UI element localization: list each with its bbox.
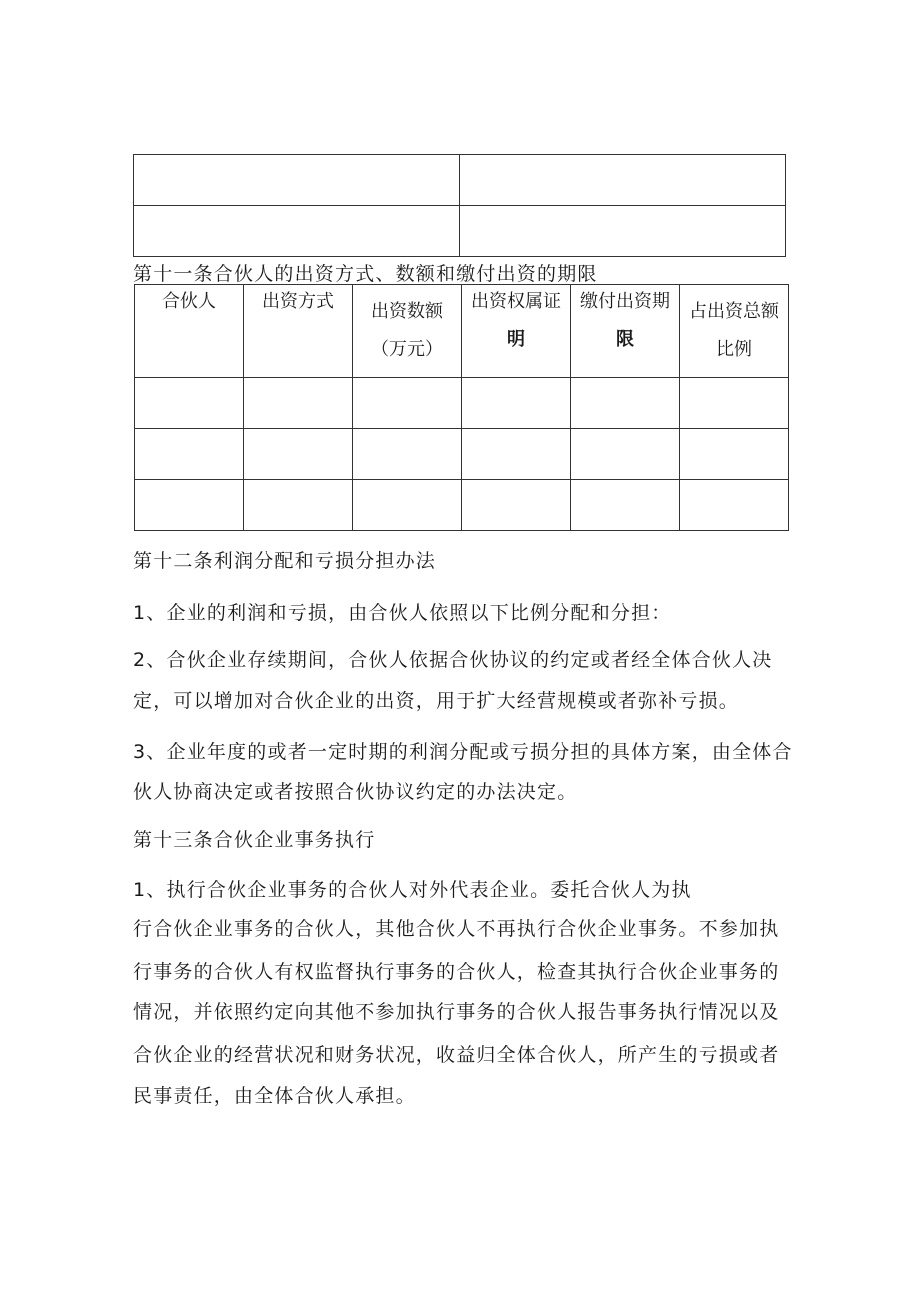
article-12-item-1: 1、企业的利润和亏损，由合伙人依照以下比例分配和分担： <box>133 602 672 624</box>
article-12-item-3: 3、企业年度的或者一定时期的利润分配或亏损分担的具体方案，由全体合 <box>133 741 793 763</box>
header-proof-line1: 出资权属证 <box>471 291 561 312</box>
contribution-table <box>134 284 789 531</box>
table-cell <box>462 480 571 531</box>
table-cell <box>135 378 244 429</box>
article-13-line-1: 1、执行合伙企业事务的合伙人对外代表企业。委托合伙人为执 <box>133 879 692 901</box>
table-cell <box>680 429 789 480</box>
table-cell <box>135 429 244 480</box>
article-13-line-6: 民事责任，由全体合伙人承担。 <box>133 1085 416 1107</box>
table-cell <box>462 429 571 480</box>
header-method <box>244 285 353 378</box>
table-header-row <box>135 285 789 378</box>
table-cell <box>680 480 789 531</box>
header-ratio <box>680 285 789 378</box>
table-row <box>135 429 789 480</box>
header-amount-line2: （万元） <box>371 339 443 360</box>
article-13-line-3: 行事务的合伙人有权监督执行事务的合伙人，检查其执行合伙企业事务的 <box>133 961 780 983</box>
table-row <box>135 378 789 429</box>
table-cell <box>680 378 789 429</box>
article-11-title: 第十一条合伙人的出资方式、数额和缴付出资的期限 <box>133 263 598 285</box>
table-cell <box>353 378 462 429</box>
header-period-line2: 限 <box>616 329 634 350</box>
table-cell <box>135 480 244 531</box>
header-method-label: 出资方式 <box>262 291 334 312</box>
header-proof <box>462 285 571 378</box>
table-row <box>134 206 786 257</box>
table-cell <box>244 378 353 429</box>
table-cell <box>353 429 462 480</box>
table-row <box>135 480 789 531</box>
table-cell <box>244 429 353 480</box>
article-12-item-2-cont: 定，可以增加对合伙企业的出资，用于扩大经营规模或者弥补亏损。 <box>133 690 740 712</box>
table-cell <box>571 429 680 480</box>
table-cell <box>134 155 460 206</box>
header-partner <box>135 285 244 378</box>
table-cell <box>460 155 786 206</box>
header-period-line1: 缴付出资期 <box>580 291 670 312</box>
article-13-line-5: 合伙企业的经营状况和财务状况，收益归全体合伙人，所产生的亏损或者 <box>133 1044 780 1066</box>
table-cell <box>244 480 353 531</box>
article-12-title: 第十二条利润分配和亏损分担办法 <box>133 550 437 572</box>
article-13-title: 第十三条合伙企业事务执行 <box>133 829 376 851</box>
header-amount <box>353 285 462 378</box>
table-cell <box>134 206 460 257</box>
table-row <box>134 155 786 206</box>
partner-info-table <box>133 154 786 257</box>
table-cell <box>571 378 680 429</box>
header-partner-label: 合伙人 <box>162 291 216 312</box>
header-period <box>571 285 680 378</box>
table-cell <box>460 206 786 257</box>
article-12-item-2: 2、合伙企业存续期间，合伙人依据合伙协议的约定或者经全体合伙人决 <box>133 649 773 671</box>
table-cell <box>353 480 462 531</box>
article-13-line-4: 情况，并依照约定向其他不参加执行事务的合伙人报告事务执行情况以及 <box>133 1001 780 1023</box>
article-12-item-3-cont: 伙人协商决定或者按照合伙协议约定的办法决定。 <box>133 781 578 803</box>
table-cell <box>571 480 680 531</box>
article-13-line-2: 行合伙企业事务的合伙人，其他合伙人不再执行合伙企业事务。不参加执 <box>133 918 780 940</box>
header-ratio-line2: 比例 <box>716 339 752 360</box>
table-cell <box>462 378 571 429</box>
header-amount-line1: 出资数额 <box>371 301 443 322</box>
header-ratio-line1: 占出资总额 <box>689 301 779 322</box>
header-proof-line2: 明 <box>507 329 525 350</box>
